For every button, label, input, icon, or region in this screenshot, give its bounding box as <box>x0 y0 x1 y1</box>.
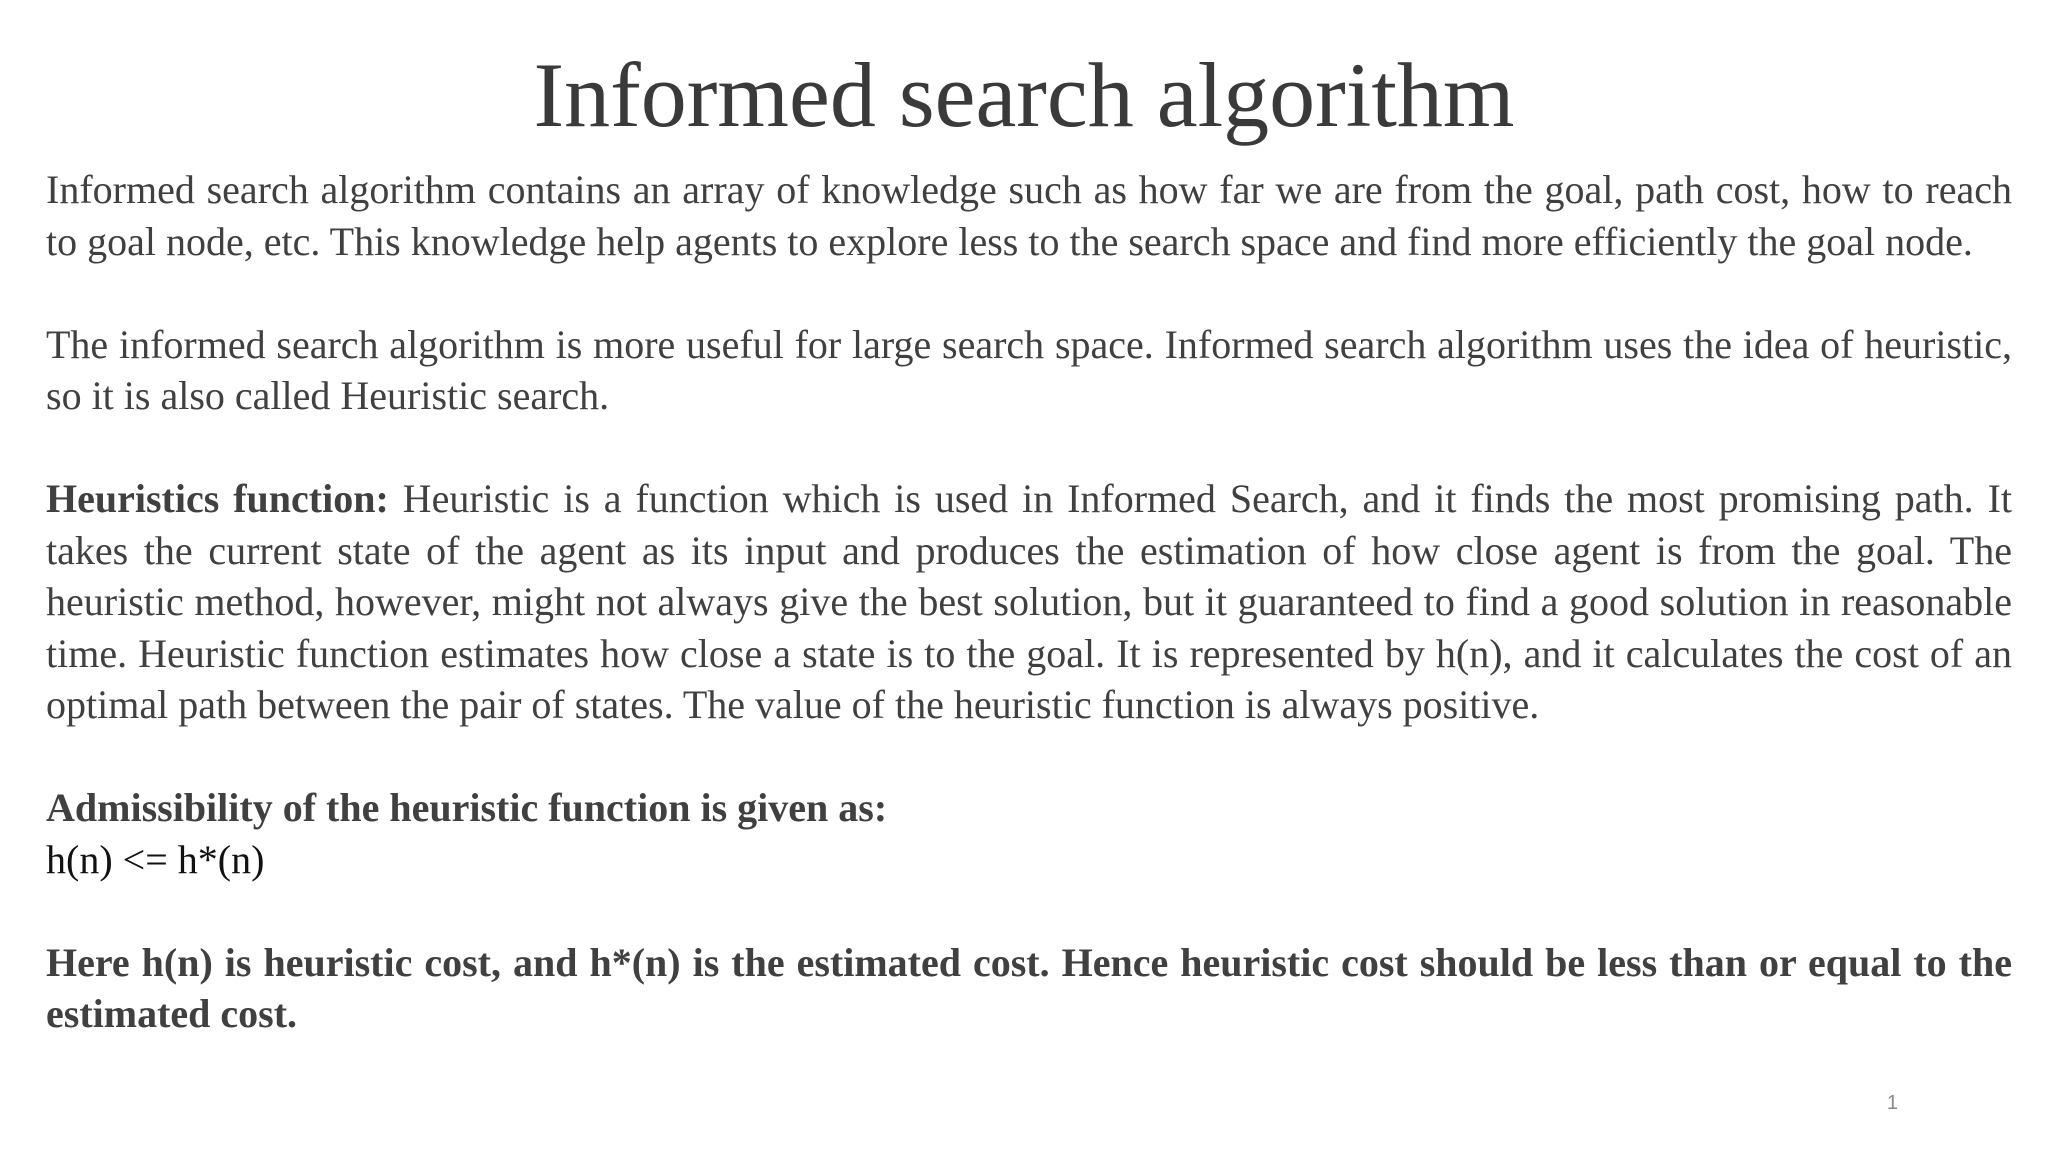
heuristics-function-label: Heuristics function: <box>46 476 389 521</box>
heuristics-function-paragraph <box>46 473 2012 731</box>
slide-title: Informed search algorithm <box>533 44 1515 146</box>
heuristics-function-text: Heuristic is a function which is used in Informed Search, and it finds the most promising path. It takes the current state of the agent as its input and produces the estimation of how close agent is from the goal. The heuristic method, however, might not always give the best solution, but it guaranteed to find a good solution in reasonable time. Heuristic function estimates how close a state is to the goal. It is represented by h(n), and it calculates the cost of an optimal path between the pair of states. The value of the heuristic function is always positive. <box>46 476 2013 727</box>
slide-number: 1 <box>1886 1092 1898 1114</box>
conclusion-paragraph: Here h(n) is heuristic cost, and h*(n) is the estimated cost. Hence heuristic cost should be less than or equal to the estimated cost. <box>46 939 2012 1036</box>
slide-body <box>46 164 2012 1040</box>
heuristic-search-paragraph: The informed search algorithm is more useful for large search space. Informed search algorithm uses the idea of heuristic, so it is also called Heuristic search. <box>46 321 2012 418</box>
intro-paragraph: Informed search algorithm contains an array of knowledge such as how far we are from the goal, path cost, how to reach to goal node, etc. This knowledge help agents to explore less to the search space and find more efficiently the goal node. <box>46 167 2012 264</box>
admissibility-label: Admissibility of the heuristic function is given as: <box>46 785 888 830</box>
admissibility-formula: h(n) <= h*(n) <box>46 836 265 882</box>
